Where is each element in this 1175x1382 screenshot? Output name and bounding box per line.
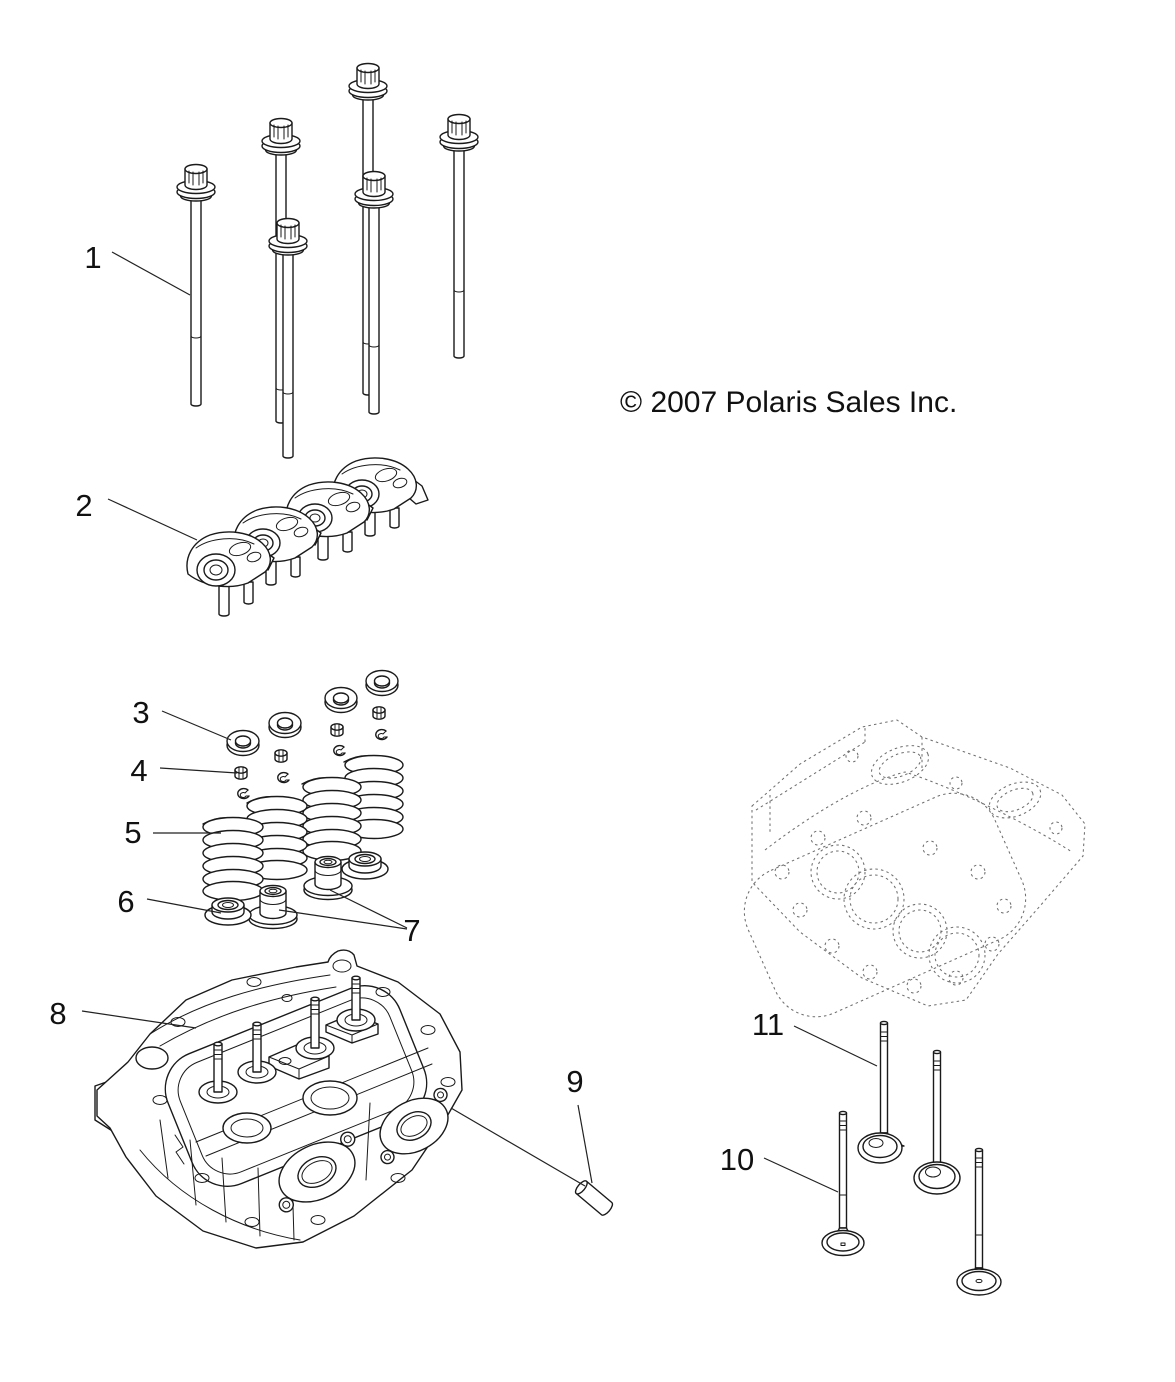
callout-6: 6 xyxy=(117,884,135,919)
callout-1: 1 xyxy=(84,240,102,275)
callout-3: 3 xyxy=(132,695,150,730)
valve-spring xyxy=(203,818,263,901)
callout-4: 4 xyxy=(130,753,148,788)
head-bolts-group xyxy=(177,64,478,459)
callout-10: 10 xyxy=(719,1142,755,1177)
washer xyxy=(325,688,357,713)
callout-2: 2 xyxy=(75,488,93,523)
dowel-pin xyxy=(574,1179,615,1217)
valve-spring xyxy=(302,778,361,861)
intake-valve xyxy=(822,1111,864,1255)
washer xyxy=(269,713,301,738)
rocker-arm xyxy=(187,532,274,616)
keeper xyxy=(331,724,343,736)
intake-valve xyxy=(957,1148,1001,1295)
spring-seat xyxy=(304,857,352,900)
valves-group xyxy=(822,1021,1001,1295)
head-bolt xyxy=(177,165,215,407)
keeper xyxy=(373,707,385,719)
callout-9: 9 xyxy=(566,1064,584,1099)
cylinder-head xyxy=(95,950,465,1248)
copyright-text: © 2007 Polaris Sales Inc. xyxy=(620,386,958,419)
head-bolt xyxy=(349,64,387,396)
washer xyxy=(227,731,259,756)
keeper xyxy=(334,746,345,756)
callout-11: 11 xyxy=(751,1007,785,1042)
callout-8: 8 xyxy=(49,996,67,1031)
washer xyxy=(366,671,398,696)
rocker-arm-assembly xyxy=(187,458,428,616)
keeper xyxy=(278,773,289,783)
head-bolt xyxy=(269,219,307,459)
keeper xyxy=(376,730,387,740)
ghost-cylinder-head xyxy=(730,720,1085,1031)
head-bolt xyxy=(440,115,478,359)
exhaust-valve xyxy=(914,1050,960,1194)
keeper xyxy=(238,789,249,799)
head-bolt xyxy=(262,119,300,424)
exhaust-valve xyxy=(858,1021,904,1163)
callout-5: 5 xyxy=(124,815,142,850)
keeper xyxy=(275,750,287,762)
head-bolt xyxy=(355,172,393,415)
callout-7: 7 xyxy=(403,913,421,948)
